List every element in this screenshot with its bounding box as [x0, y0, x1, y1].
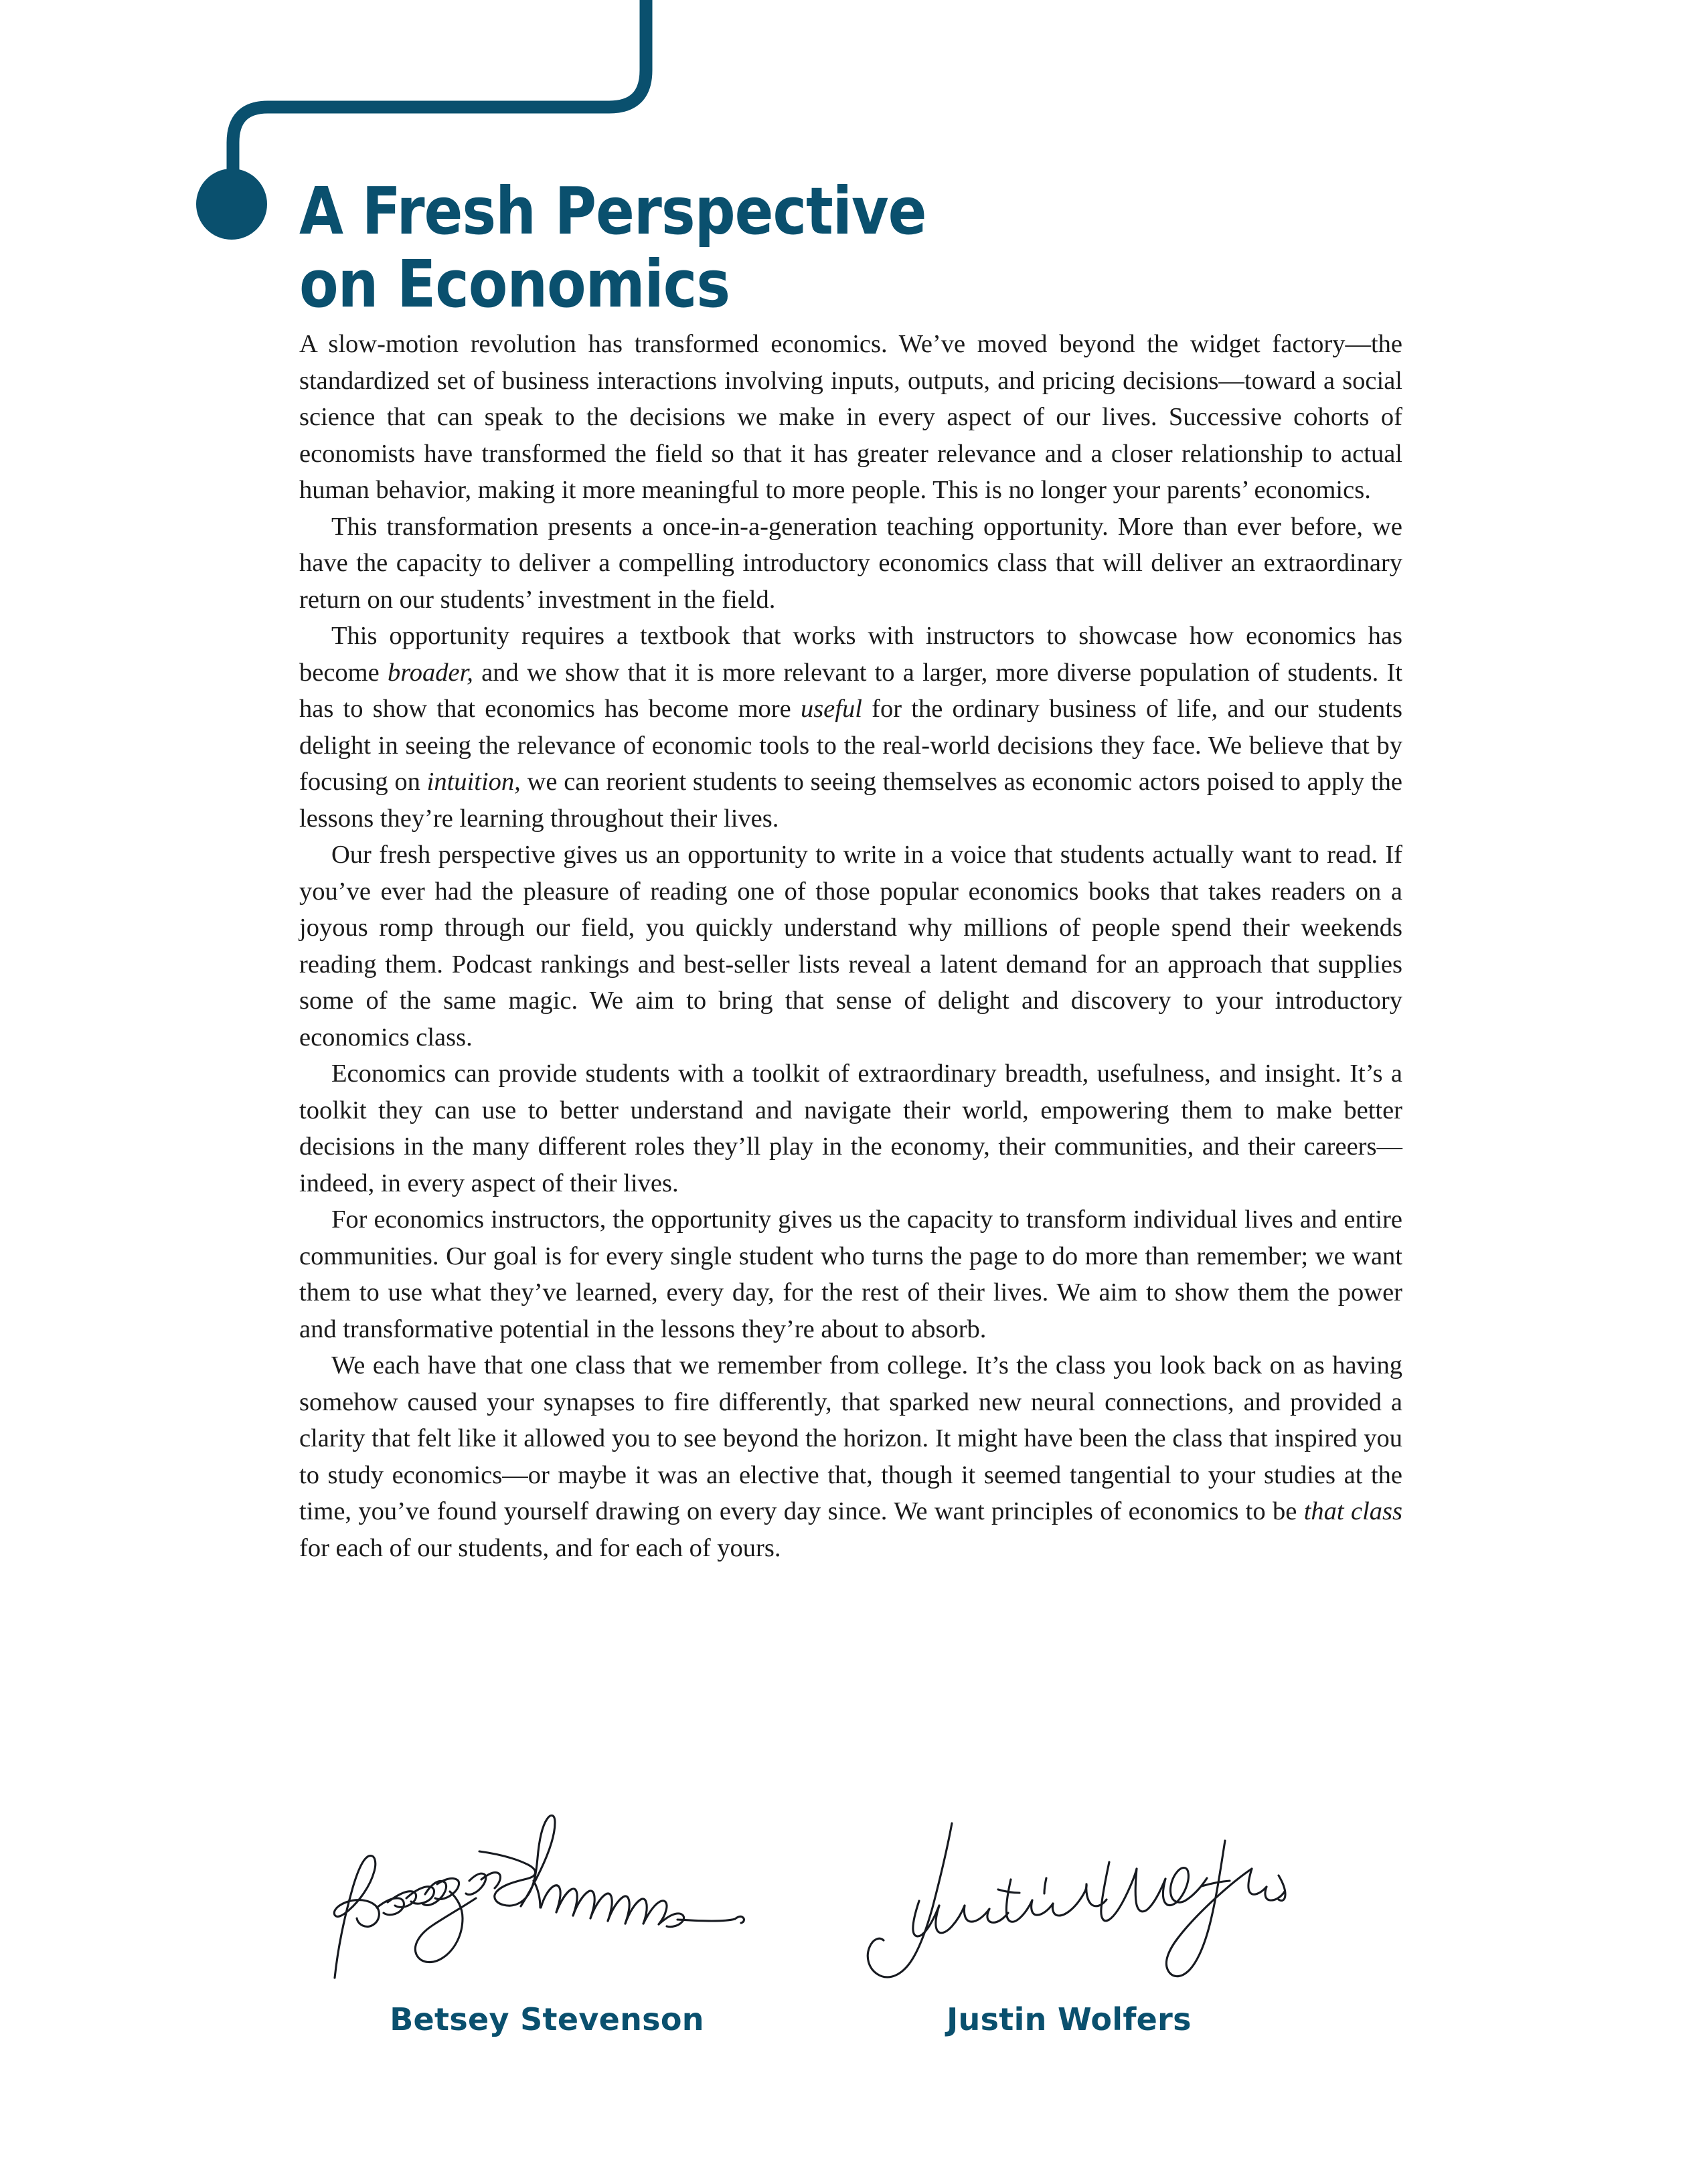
page-title — [299, 175, 1437, 321]
emphasis-text: that class — [1303, 1497, 1402, 1525]
hook-rule-dot — [196, 169, 267, 240]
emphasis-text: useful — [800, 695, 862, 723]
letter-paragraph: This transformation presents a once-in-a-generation teaching opportunity. More than ever before, we have the capacity to deliver a compelling introductory economics class that will deliver an extraordinary return on our students’ investment in the field. — [299, 512, 1402, 614]
signature-betsey-stevenson-icon — [313, 1800, 781, 2001]
signature-justin-wolfers-icon — [835, 1800, 1303, 2001]
page-title-line-1: A Fresh Perspective — [299, 173, 926, 249]
letter-body — [299, 326, 1402, 1566]
letter-paragraph: Economics can provide students with a toolkit of extraordinary breadth, usefulness, and insight. It’s a toolkit they can use to better understand and navigate their world, empowering them to make better decisions in the many different roles they’ll play in the economy, their communities, and their careers—indeed, in every aspect of their lives. — [299, 1060, 1402, 1197]
letter-paragraph: For economics instructors, the opportunity gives us the capacity to transform individual lives and entire communities. Our goal is for every single student who turns the page to do more than remember; we want them to use what they’ve learned, every day, for the rest of their lives. We aim to show them the power and transformative potential in the lessons they’re about to absorb. — [299, 1205, 1402, 1343]
signature-block-betsey-stevenson — [313, 1800, 781, 2095]
letter-paragraph: A slow-motion revolution has transformed economics. We’ve moved beyond the widget factory—the standardized set of business interactions involving inputs, outputs, and pricing decisions—toward a social science that can speak to the decisions we make in every aspect of our lives. Successive cohorts of economists have transformed the field so that it has greater relevance and a closer relationship to actual human behavior, making it more meaningful to more people. This is no longer your parents’ economics. — [299, 330, 1402, 504]
signature-area — [299, 1800, 1404, 2095]
signature-name-label: Justin Wolfers — [947, 2001, 1192, 2037]
letter-paragraph: We each have that one class that we remember from college. It’s the class you look back on as having somehow caused your synapses to fire differently, that sparked new neural connections, and provided a clarity that felt like it allowed you to see beyond the horizon. It might have been the class that inspired you to study economics—or maybe it was an elective that, though it seemed tangential to your studies at the time, you’ve found yourself drawing on every day since. We want principles of economics to be that class for each of our students, and for each of yours. — [299, 1351, 1402, 1562]
signature-block-justin-wolfers — [835, 1800, 1303, 2095]
emphasis-text: broader, — [387, 658, 473, 687]
signature-name-label: Betsey Stevenson — [390, 2001, 704, 2037]
page-title-line-2: on Economics — [299, 246, 730, 322]
letter-paragraph: Our fresh perspective gives us an opportunity to write in a voice that students actually want to read. If you’ve ever had the pleasure of reading one of those popular economics books that takes readers on a joyous romp through our field, you quickly understand why millions of people spend their weekends reading them. Podcast rankings and best-seller lists reveal a latent demand for an approach that supplies some of the same magic. We aim to bring that sense of delight and discovery to your introductory economics class. — [299, 841, 1402, 1052]
emphasis-text: intuition, — [426, 768, 521, 796]
letter-paragraph: This opportunity requires a textbook that works with instructors to showcase how economics has become broader, and we show that it is more relevant to a larger, more diverse population of students. It has to show that economics has become more useful for the ordinary business of life, and our students delight in seeing the relevance of economic tools to the real-world decisions they face. We believe that by focusing on intuition, we can reorient students to seeing themselves as economic actors poised to apply the lessons they’re learning throughout their lives. — [299, 622, 1402, 833]
